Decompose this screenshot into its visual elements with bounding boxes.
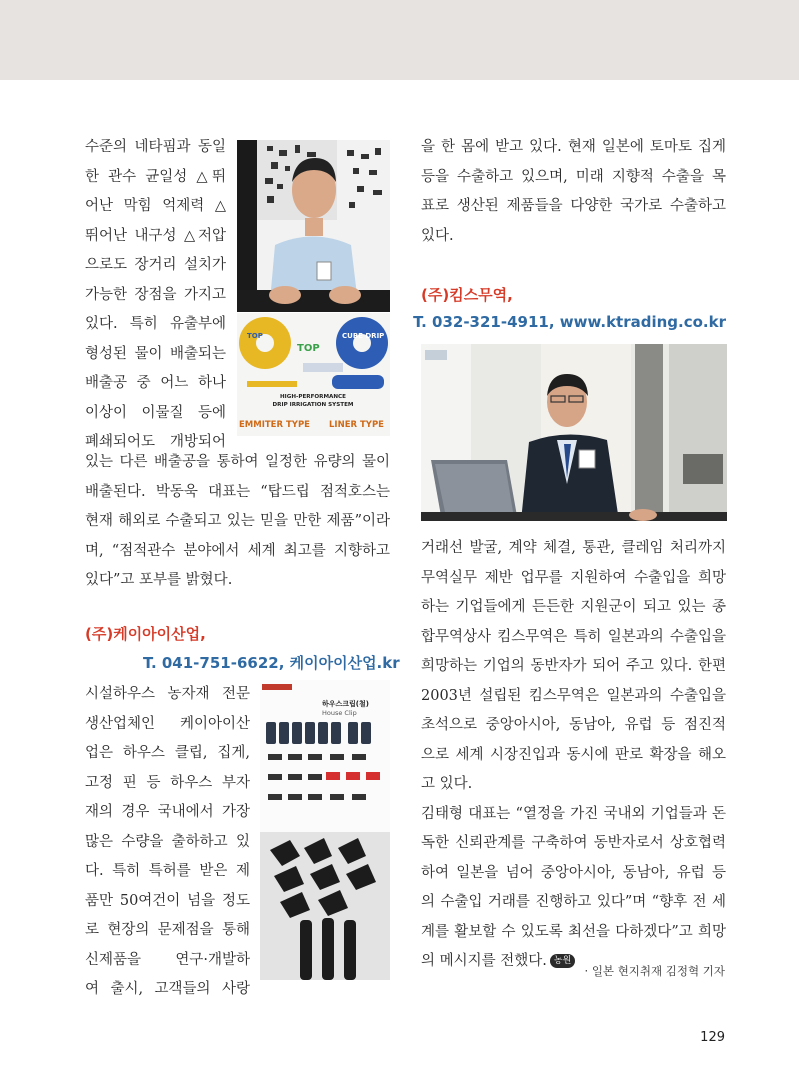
left-column-middle: [85, 448, 390, 596]
company2-contact: T. 032-321-4911, www.ktrading.co.kr: [413, 313, 726, 331]
section-badge: 농원: [550, 954, 575, 968]
right-bottom-line: 독한 신뢰관계를 구축하여 동반자로서 상호협력: [421, 835, 726, 851]
left-top-line: 어난 막힘 억제력 △: [85, 198, 226, 214]
right-bottom-line: 하는 기업들에게 든든한 지원군이 되고 있는 종: [421, 599, 726, 615]
drip-liner-label: LINER TYPE: [329, 420, 384, 430]
right-top-line: 표로 생산된 제품들을 다양한 국가로 수출하고: [421, 198, 726, 214]
left-column-top: [85, 133, 226, 458]
drip-brand-left: TOP: [247, 332, 263, 340]
right-bottom-line: 김태형 대표는 “열정을 가진 국내외 기업들과 돈: [421, 805, 726, 822]
right-top-line: 을 한 몸에 받고 있다. 현재 일본에 토마토 집게: [421, 139, 726, 155]
left-top-line: 형성된 물이 배출되는: [85, 345, 226, 362]
left-bottom-line: 품만 50여건이 넘을 정도: [85, 892, 250, 909]
left-middle-line: 현재 해외로 수출되고 있는 믿을 만한 제품”이라: [85, 513, 390, 529]
left-top-line: 폐쇄되어도 개방되어: [85, 434, 226, 450]
right-bottom-line: 하여 일본을 넘어 중앙아시아, 동남아, 유럽 등: [421, 864, 726, 881]
drip-brand-right: CUBE DRIP: [342, 332, 385, 340]
left-top-line: 배출공 중 어느 하나: [85, 375, 226, 391]
right-bottom-line: 거래선 발굴, 계약 체결, 통관, 클레임 처리까지: [421, 540, 726, 556]
company1-name: (주)케이아이산업,: [85, 625, 206, 643]
left-bottom-line: 생산업체인 케이아이산: [85, 715, 250, 732]
clip-title: 하우스크립(철): [322, 700, 369, 708]
left-bottom-line: 재의 경우 국내에서 가장: [85, 804, 250, 820]
left-top-line: 으로도 장거리 설치가: [85, 257, 226, 273]
company1-contact: T. 041-751-6622, 케이아이산업.kr: [143, 654, 400, 672]
drip-emitter-label: EMMITER TYPE: [239, 420, 310, 430]
left-bottom-line: 신제품을 연구·개발하: [85, 951, 250, 968]
left-bottom-line: 많은 수량을 출하하고 있: [85, 833, 250, 850]
left-top-line: 가능한 장점을 가지고: [85, 286, 226, 303]
drip-title-2: DRIP IRRIGATION SYSTEM: [272, 402, 354, 408]
left-bottom-line: 업은 하우스 클립, 집게,: [85, 745, 250, 761]
right-bottom-line: 계를 활보할 수 있도록 최선을 다하겠다”고 희망: [421, 923, 726, 940]
left-bottom-line: 로 현장의 문제점을 통해: [85, 922, 250, 938]
left-bottom-line: 다. 특히 특허를 받은 제: [85, 863, 250, 879]
left-middle-line: 있는 다른 배출공을 통하여 일정한 유량의 물이: [85, 454, 390, 470]
right-bottom-line: 2003년 설립된 킴스무역은 일본과의 수출입을: [421, 687, 726, 704]
right-top-line: 등을 수출하고 있으며, 미래 지향적 수출을 목: [421, 168, 726, 185]
right-bottom-line: 무역실무 제반 업무를 지원하여 수출입을 희망: [421, 569, 726, 586]
left-top-line: 한 관수 균일성 △뛰: [85, 168, 226, 185]
right-bottom-line: 고 있다.: [421, 776, 473, 792]
reporter-credit: · 일본 현지취재 김정혁 기자: [584, 964, 725, 978]
photo-house-clips: [260, 680, 390, 980]
right-bottom-line: 으로 세계 시장진입과 동시에 판로 확장을 해오: [421, 746, 726, 763]
right-column-bottom: [421, 534, 726, 977]
left-top-line: 수준의 네타핌과 동일: [85, 139, 226, 155]
photo-ceo-kims: [421, 344, 727, 521]
left-top-line: 뛰어난 내구성 △저압: [85, 227, 226, 244]
left-column-bottom: [85, 680, 250, 1005]
closing-text: 의 메시지를 전했다.: [421, 953, 547, 969]
page-number: 129: [700, 1030, 725, 1045]
left-middle-line: 있다”고 포부를 밝혔다.: [85, 572, 233, 588]
left-top-line: 이상이 이물질 등에: [85, 404, 226, 421]
right-column-top: [421, 133, 726, 251]
company2-name: (주)킴스무역,: [421, 286, 513, 304]
left-bottom-line: 여 출시, 고객들의 사랑: [85, 981, 250, 997]
drip-title-1: HIGH-PERFORMANCE: [280, 394, 346, 400]
drip-brand-center: TOP: [297, 343, 320, 354]
left-middle-line: 배출된다. 박동욱 대표는 “탑드립 점적호스는: [85, 483, 390, 500]
left-bottom-line: 시설하우스 농자재 전문: [85, 686, 250, 702]
photo-ceo-topdrip: [237, 140, 390, 312]
right-bottom-line: 의 수출입 거래를 진행하고 있다”며 “향후 전 세: [421, 894, 726, 910]
top-band: [0, 0, 799, 80]
clip-subtitle: House Clip: [322, 709, 357, 717]
photo-drip-products: [237, 313, 390, 436]
left-bottom-line: 고정 핀 등 하우스 부자: [85, 774, 250, 791]
left-top-line: 있다. 특히 유출부에: [85, 316, 226, 332]
right-bottom-line: 합무역상사 킴스무역은 특히 일본과의 수출입을: [421, 628, 726, 645]
right-top-line: 있다.: [421, 227, 454, 244]
left-middle-line: 며, “점적관수 분야에서 세계 최고를 지향하고: [85, 542, 390, 559]
right-bottom-line: 희망하는 기업의 동반자가 되어 주고 있다. 한편: [421, 658, 726, 674]
right-bottom-line: 초석으로 중앙아시아, 동남아, 유럽 등 점진적: [421, 717, 726, 733]
